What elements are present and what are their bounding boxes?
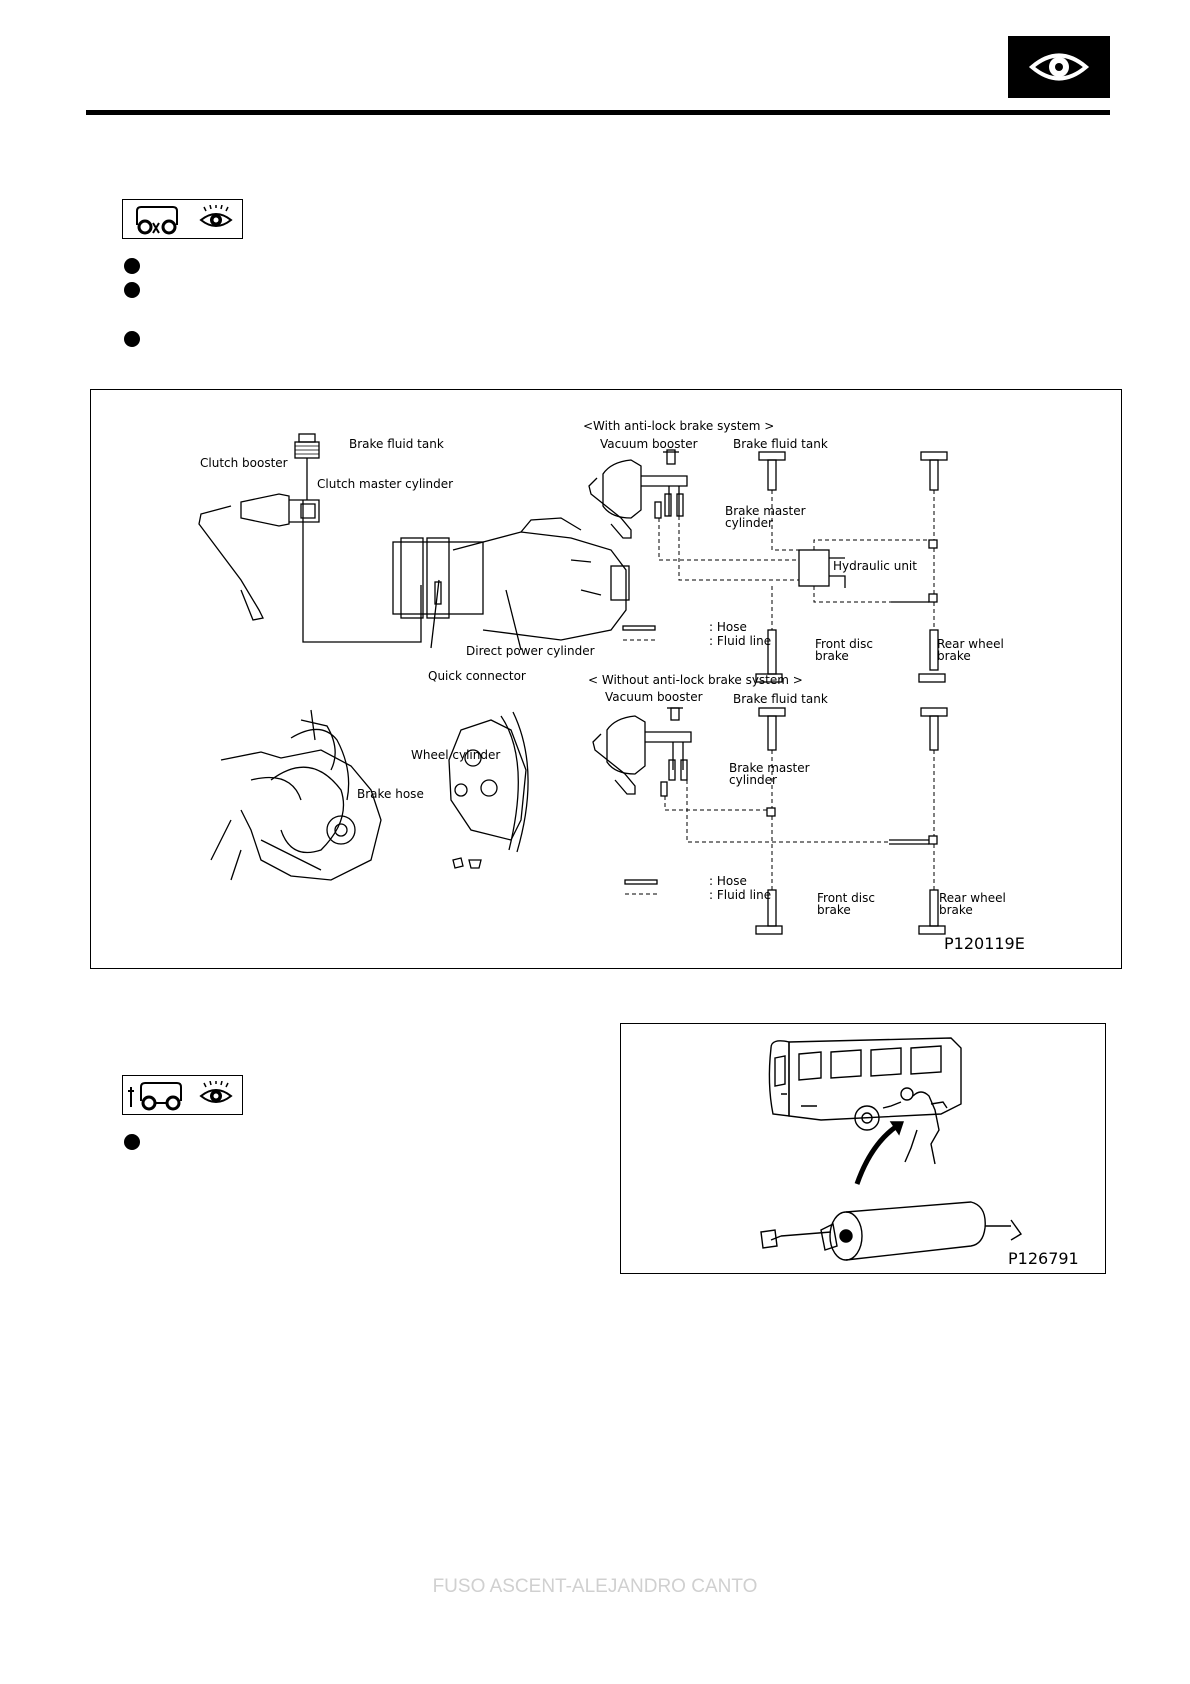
- label-front-disc-brake: Front disc: [815, 637, 873, 651]
- figure-muffler-inspection: [620, 1023, 1106, 1274]
- label-clutch-booster: Clutch booster: [200, 456, 288, 470]
- header-eye-tab: [1008, 36, 1110, 98]
- muffler-inspection-illustration: [621, 1024, 1105, 1273]
- legend-fluid-line: : Fluid line: [709, 888, 772, 902]
- footer-watermark: FUSO ASCENT-ALEJANDRO CANTO: [432, 1576, 758, 1597]
- header-rule: [86, 110, 1110, 115]
- eye-icon: [198, 205, 234, 233]
- label-direct-power-cylinder: Direct power cylinder: [466, 644, 595, 658]
- list-bullet: [124, 331, 140, 347]
- label-brake-master-cylinder: Brake master: [729, 761, 810, 775]
- figure-id: P126791: [1008, 1249, 1079, 1268]
- eye-icon: [198, 1081, 234, 1109]
- label-brake-master-cylinder: Brake master: [725, 504, 806, 518]
- label-rear-wheel-brake: brake: [937, 649, 971, 663]
- legend-hose: : Hose: [709, 620, 747, 634]
- label-clutch-master-cylinder: Clutch master cylinder: [317, 477, 454, 491]
- label-brake-master-cylinder: cylinder: [729, 773, 777, 787]
- legend-hose: : Hose: [709, 874, 747, 888]
- title-with-abs: <With anti-lock brake system >: [583, 419, 775, 433]
- section1-icon-box: [122, 199, 243, 239]
- section2-icon-box: [122, 1075, 243, 1115]
- label-brake-fluid-tank: Brake fluid tank: [733, 692, 828, 706]
- label-hydraulic-unit: Hydraulic unit: [833, 559, 917, 573]
- label-rear-wheel-brake: Rear wheel: [937, 637, 1004, 651]
- list-bullet: [124, 1134, 140, 1150]
- figure-brake-clutch-system: [90, 389, 1122, 969]
- label-front-disc-brake: Front disc: [817, 891, 875, 905]
- label-brake-fluid-tank: Brake fluid tank: [349, 437, 444, 451]
- legend-fluid-line: : Fluid line: [709, 634, 772, 648]
- label-vacuum-booster: Vacuum booster: [600, 437, 698, 451]
- label-brake-fluid-tank: Brake fluid tank: [733, 437, 828, 451]
- label-front-disc-brake: brake: [817, 903, 851, 917]
- label-front-disc-brake: brake: [815, 649, 849, 663]
- vehicle-wheels-icon: [129, 203, 185, 235]
- label-quick-connector: Quick connector: [428, 669, 526, 683]
- label-vacuum-booster: Vacuum booster: [605, 690, 703, 704]
- list-bullet: [124, 282, 140, 298]
- figure-id: P120119E: [944, 934, 1025, 953]
- label-rear-wheel-brake: Rear wheel: [939, 891, 1006, 905]
- list-bullet: [124, 258, 140, 274]
- title-without-abs: < Without anti-lock brake system >: [588, 673, 803, 687]
- label-rear-wheel-brake: brake: [939, 903, 973, 917]
- label-brake-master-cylinder: cylinder: [725, 516, 773, 530]
- label-brake-hose: Brake hose: [357, 787, 424, 801]
- vehicle-jack-icon: [127, 1079, 187, 1111]
- label-wheel-cylinder: Wheel cylinder: [411, 748, 501, 762]
- eye-icon: [1008, 36, 1110, 98]
